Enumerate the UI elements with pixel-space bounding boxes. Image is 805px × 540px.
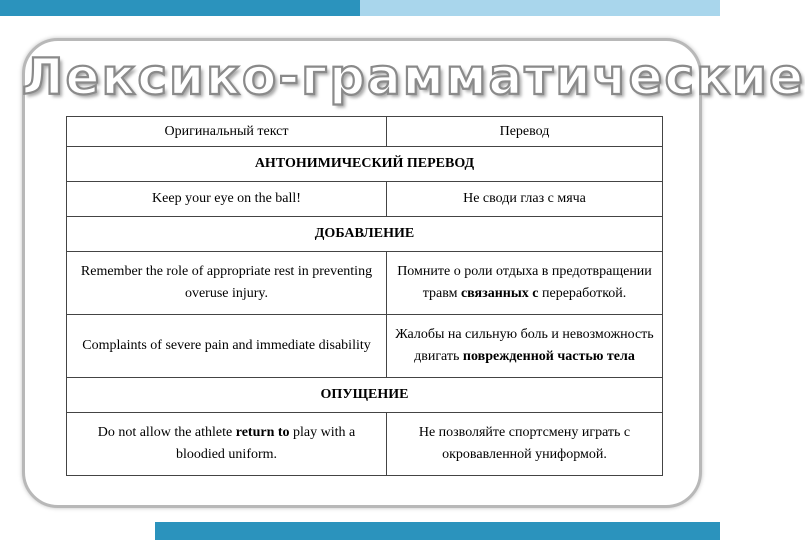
translation-text: Помните о роли отдыха в предотвращении травм xyxy=(397,264,652,301)
section-antonymic xyxy=(67,147,663,182)
translation-added-words: связанных с xyxy=(460,286,539,301)
header-original: Оригинальный текст xyxy=(67,117,387,147)
original-omitted-words: return to xyxy=(235,425,290,440)
translation-text-end: переработкой. xyxy=(538,286,627,301)
slide-title: Лексико-грамматические xyxy=(22,48,805,106)
cell-translation: Не позволяйте спортсмену играть с окровавленной униформой. xyxy=(387,413,663,476)
section-addition xyxy=(67,217,663,252)
cell-original: Keep your eye on the ball! xyxy=(67,182,387,217)
translation-added-words: поврежденной частью тела xyxy=(462,349,635,364)
top-accent-bar-light xyxy=(360,0,720,16)
top-accent-bar xyxy=(0,0,360,16)
cell-translation: Не своди глаз с мяча xyxy=(387,182,663,217)
cell-translation xyxy=(387,315,663,378)
section-heading-addition: ДОБАВЛЕНИЕ xyxy=(67,217,663,252)
table-row xyxy=(67,182,663,217)
table-row xyxy=(67,413,663,476)
table-row xyxy=(67,315,663,378)
section-heading-omission: ОПУЩЕНИЕ xyxy=(67,378,663,413)
original-text: Do not allow the athlete xyxy=(97,425,236,440)
cell-original: Remember the role of appropriate rest in preventing overuse injury. xyxy=(67,252,387,315)
table-header-row xyxy=(67,117,663,147)
section-heading-antonymic: АНТОНИМИЧЕСКИЙ ПЕРЕВОД xyxy=(67,147,663,182)
cell-original xyxy=(67,413,387,476)
table-row xyxy=(67,252,663,315)
original-text-end: play with a bloodied uniform. xyxy=(175,425,356,462)
cell-original: Complaints of severe pain and immediate disability xyxy=(67,315,387,378)
section-omission xyxy=(67,378,663,413)
translation-table xyxy=(66,116,663,476)
bottom-accent-gap xyxy=(0,522,155,540)
cell-translation xyxy=(387,252,663,315)
header-translation: Перевод xyxy=(387,117,663,147)
bottom-accent-bar xyxy=(155,522,720,540)
translation-text: Жалобы на сильную боль и невозможность двигать xyxy=(395,327,654,364)
